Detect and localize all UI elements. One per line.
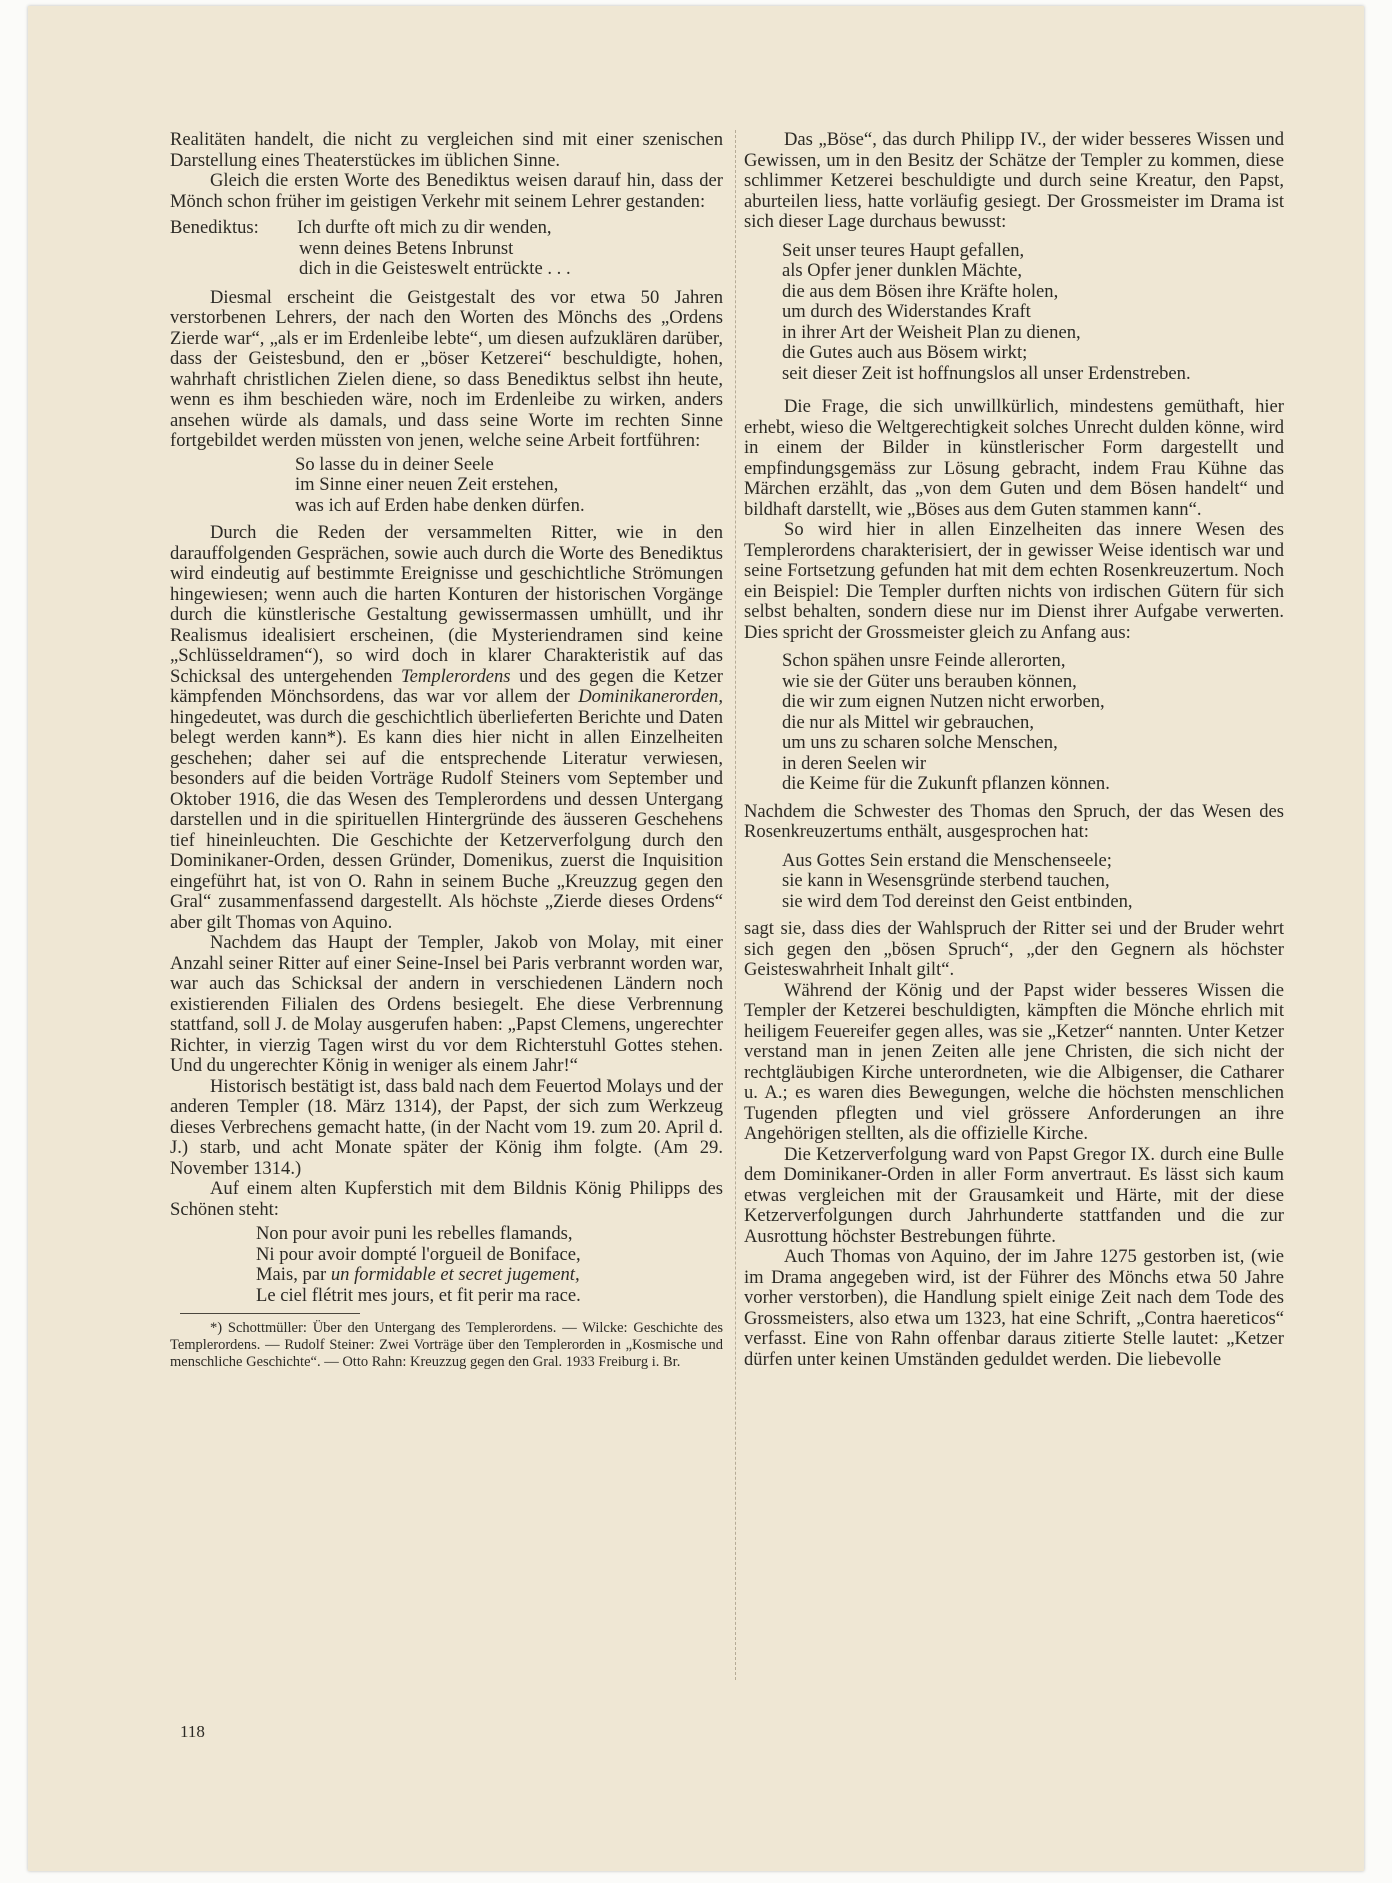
paragraph: Nachdem das Haupt der Templer, Jakob von Molay, mit einer Anzahl seiner Ritter auf einer Seine-Insel bei Paris verbrannt worden war, war auch das Schicksal der andern in verschiedenen Ländern noch existierenden Filialen des Ordens besiegelt. Ehe diese Verbrennung stattfand, soll J. de Molay ausgerufen haben: „Papst Clemens, ungerechter Richter, in vierzig Tagen wirst du vor dem Richterstuhl Gottes stehen. Und du ungerechter König in weniger als einem Jahr!“ bbox=[170, 932, 723, 1076]
verse-line: in ihrer Art der Weisheit Plan zu dienen, bbox=[782, 321, 1081, 343]
page-sheet bbox=[28, 6, 1364, 1871]
paragraph: sagt sie, dass dies der Wahlspruch der Ritter sei und der Bruder wehrt sich gegen den „bösen Spruch“, „der den Gegnern als höchster Geisteswahrheit Inhalt gilt“. bbox=[744, 918, 1284, 980]
paragraph bbox=[170, 523, 723, 933]
paragraph: Während der König und der Papst wider besseres Wissen die Templer der Ketzerei beschuldigten, kämpften die Mönche ehrlich mit heiligem Feuereifer gegen alles, was sie „Ketzer“ nannten. Unter Ketzer verstand man in jenen Zeiten alle jene Christen, die sich nicht der rechtgläubigen Kirche unterordneten, wie die Albigenser, die Catharer u. A.; es waren dies Bewegungen, welche die höchsten menschlichen Tugenden pflegten und viel grössere Anforderungen an ihre Angehörigen stellten, als die offizielle Kirche. bbox=[744, 979, 1284, 1144]
left-column bbox=[170, 130, 723, 1371]
verse-line bbox=[256, 1265, 723, 1286]
verse-line: im Sinne einer neuen Zeit erstehen, bbox=[295, 474, 559, 495]
verse-quote bbox=[170, 455, 723, 517]
paragraph: Auch Thomas von Aquino, der im Jahre 1275 gestorben ist, (wie im Drama angegeben wird, ist der Führer des Mönchs etwa 50 Jahre vorher verstorben), die Handlung spielt einige Zeit nach dem Tode des Grossmeisters, also etwa um 1323, hat eine Schrift, „Contra haereticos“ verfasst. Eine von Rahn offenbar daraus zitierte Stelle lautet: „Ketzer dürfen unter keinen Umständen geduldet werden. Die liebevolle bbox=[744, 1246, 1284, 1370]
paragraph: Historisch bestätigt ist, dass bald nach dem Feuertod Molays und der anderen Templer (18. März 1314), der Papst, der sich zum Werkzeug dieses Verbrechens gemacht hatte, (in der Nacht vom 19. zum 20. April d. J.) starb, und acht Monate später der König ihm folgte. (Am 29. November 1314.) bbox=[170, 1075, 723, 1179]
paragraph: Gleich die ersten Worte des Benediktus weisen darauf hin, dass der Mönch schon früher im geistigen Verkehr mit seinem Lehrer gestanden: bbox=[170, 170, 723, 212]
right-column bbox=[744, 130, 1284, 1370]
verse-quote-motto bbox=[744, 851, 1284, 913]
dialog-speaker: Benediktus: bbox=[170, 217, 259, 238]
verse-line: als Opfer jener dunklen Mächte, bbox=[782, 260, 1023, 281]
verse-line: So lasse du in deiner Seele bbox=[295, 453, 494, 475]
verse-line: in deren Seelen wir bbox=[782, 752, 927, 774]
text-run: Mais, par bbox=[256, 1264, 331, 1285]
paragraph: Das „Böse“, das durch Philipp IV., der wider besseres Wissen und Gewissen, um in den Besitz der Schätze der Templer zu kommen, diese schlimmer Ketzerei beschuldigte und durch seine Kreatur, den Papst, aburteilen liess, hatte vorläufig gesiegt. Der Grossmeister im Drama ist sich dieser Lage durchaus bewusst: bbox=[744, 129, 1284, 232]
verse-line: die wir zum eignen Nutzen nicht erworben, bbox=[782, 691, 1105, 712]
verse-quote bbox=[744, 241, 1284, 385]
page-number: 118 bbox=[180, 1722, 205, 1741]
paragraph: Die Frage, die sich unwillkürlich, mindestens gemüthaft, hier erhebt, wieso die Weltgerechtigkeit solches Unrecht dulden könne, wird in einem der Bilder in künstlerischer Form dargestellt und empfindungsgemäss zur Lösung gebracht, indem Frau Kühne das Märchen erzählt, das „von dem Guten und dem Bösen handelt“ und bildhaft darstellt, wie „Böses aus dem Guten stammen kann“. bbox=[744, 396, 1284, 520]
verse-quote-french bbox=[170, 1224, 723, 1306]
dialog-quote bbox=[170, 218, 723, 280]
emphasis: Templerordens bbox=[401, 665, 511, 687]
verse-line: sie kann in Wesensgründe sterbend tauchen, bbox=[782, 870, 1110, 891]
paragraph: Die Ketzerverfolgung ward von Papst Gregor IX. durch eine Bulle dem Dominikaner-Orden in aller Form anvertraut. Es lässt sich kaum etwas vergleichen mit der Grausamkeit und Härte, mit der diese Ketzerverfolgungen durch Jahrhunderte stattfanden und die zur Ausrottung höchster Bestrebungen führte. bbox=[744, 1143, 1284, 1247]
verse-line: wenn deines Betens Inbrunst bbox=[299, 237, 514, 259]
paragraph: Auf einem alten Kupferstich mit dem Bildnis König Philipps des Schönen steht: bbox=[170, 1178, 723, 1220]
verse-line: was ich auf Erden habe denken dürfen. bbox=[295, 494, 585, 516]
verse-line: sie wird dem Tod dereinst den Geist entbinden, bbox=[782, 890, 1133, 912]
verse-line: Aus Gottes Sein erstand die Menschenseele; bbox=[782, 849, 1112, 871]
footnote: *) Schottmüller: Über den Untergang des Templerordens. — Wilcke: Geschichte des Templerordens. — Rudolf Steiner: Zwei Vorträge über den Templerorden in „Kosmische und menschliche Geschichte“. — Otto Rahn: Kreuzzug gegen den Gral. 1933 Freiburg i. Br. bbox=[170, 1320, 723, 1370]
emphasis: un formidable et secret jugement, bbox=[330, 1264, 580, 1285]
verse-line: seit dieser Zeit ist hoffnungslos all unser Erdenstreben. bbox=[782, 362, 1191, 384]
footnote-divider bbox=[180, 1313, 360, 1314]
verse-line: Non pour avoir puni les rebelles flamands, bbox=[256, 1223, 573, 1244]
verse-line: Ich durfte oft mich zu dir wenden, bbox=[297, 217, 552, 238]
verse-line: wie sie der Güter uns berauben können, bbox=[782, 670, 1077, 692]
verse-line: Schon spähen unsre Feinde allerorten, bbox=[782, 650, 1066, 671]
text-run: hingedeutet, was durch die geschichtlich überlieferten Berichte und Daten belegt werden kann*). Es kann dies hier nicht in allen Einzelheiten geschehen; daher sei auf die entsprechende Literatur verwiesen, besonders auf die beiden Vorträge Rudolf Steiners vom September und Oktober 1916, die das Wesen des Templerordens und dessen Untergang darstellen und in die spirituellen Hintergründe des äusseren Geschehens tief hineinleuchten. Die Geschichte der Ketzerverfolgung durch den Dominikaner-Orden, dessen Gründer, Domenikus, zuerst die Inquisition eingeführt hat, ist von O. Rahn in seinem Buche „Kreuzzug gegen den Gral“ zusammenfassend dargestellt. Als höchste „Zierde dieses Ordens“ aber gilt Thomas von Aquino. bbox=[170, 706, 723, 933]
verse-line: die Keime für die Zukunft pflanzen können. bbox=[782, 773, 1110, 794]
dialog-lines bbox=[297, 218, 571, 280]
verse-line: dich in die Geisteswelt entrückte . . . bbox=[299, 258, 571, 279]
verse-line: Ni pour avoir dompté l'orgueil de Boniface, bbox=[256, 1243, 581, 1265]
verse-line: um uns zu scharen solche Menschen, bbox=[782, 732, 1058, 753]
paragraph: Nachdem die Schwester des Thomas den Spruch, der das Wesen des Rosenkreuzertums enthält, ausgesprochen hat: bbox=[744, 800, 1284, 842]
verse-line: die nur als Mittel wir gebrauchen, bbox=[782, 711, 1034, 733]
verse-line: die aus dem Bösen ihre Kräfte holen, bbox=[782, 280, 1059, 302]
verse-line: um durch des Widerstandes Kraft bbox=[782, 301, 1031, 322]
text-run: Durch die Reden der versammelten Ritter, wie in den darauffolgenden Gesprächen, sowie auch durch die Worte des Benediktus wird eindeutig auf bestimmte Ereignisse und geschichtliche Strömungen hingewiesen; wenn auch die harten Konturen der historischen Vorgänge durch die künstlerische Gestaltung gewissermassen umhüllt, und ihr Realismus idealisiert erscheinen, (die Mysteriendramen sind keine „Schlüsseldramen“), so wird doch in klarer Charakteristik auf das Schicksal des untergehenden bbox=[170, 522, 723, 687]
paragraph: Diesmal erscheint die Geistgestalt des vor etwa 50 Jahren verstorbenen Lehrers, der nach den Worten des Mönchs des „Ordens Zierde war“, „als er im Erdenleibe lebte“, um diesen aufzuklären darüber, dass der Geistesbund, den er „böser Ketzerei“ beschuldigte, hohen, wahrhaft christlichen Zielen diene, so dass Benediktus selbst ihn heute, wenn es ihm beschieden wäre, noch im Erdenleibe zu wirken, anders ansehen würde als damals, und dass seine Worte im rechten Sinne fortgebildet werden müssten von jenen, welche seine Arbeit fortführen: bbox=[170, 286, 723, 451]
text-run: und des gegen die Ketzer kämpfenden Mönchsordens, das war vor allem der bbox=[170, 665, 723, 707]
verse-line: Le ciel flétrit mes jours, et fit perir ma race. bbox=[256, 1284, 581, 1306]
verse-line: Seit unser teures Haupt gefallen, bbox=[782, 239, 1025, 261]
emphasis: Dominikanerorden, bbox=[578, 686, 723, 707]
paragraph: So wird hier in allen Einzelheiten das innere Wesen des Templerordens charakterisiert, der in gewisser Weise identisch war und seine Fortsetzung gefunden hat mit dem echten Rosenkreuzertum. Noch ein Beispiel: Die Templer durften nichts von irdischen Gütern für sich selbst behalten, sondern diese nur im Dienst ihrer Aufgabe verwerten. Dies spricht der Grossmeister gleich zu Anfang aus: bbox=[744, 519, 1284, 643]
verse-quote bbox=[744, 651, 1284, 795]
column-divider bbox=[735, 130, 736, 1680]
paragraph: Realitäten handelt, die nicht zu vergleichen sind mit einer szenischen Darstellung eines Theaterstückes im üblichen Sinne. bbox=[170, 129, 723, 171]
verse-line: die Gutes auch aus Bösem wirkt; bbox=[782, 342, 1028, 363]
